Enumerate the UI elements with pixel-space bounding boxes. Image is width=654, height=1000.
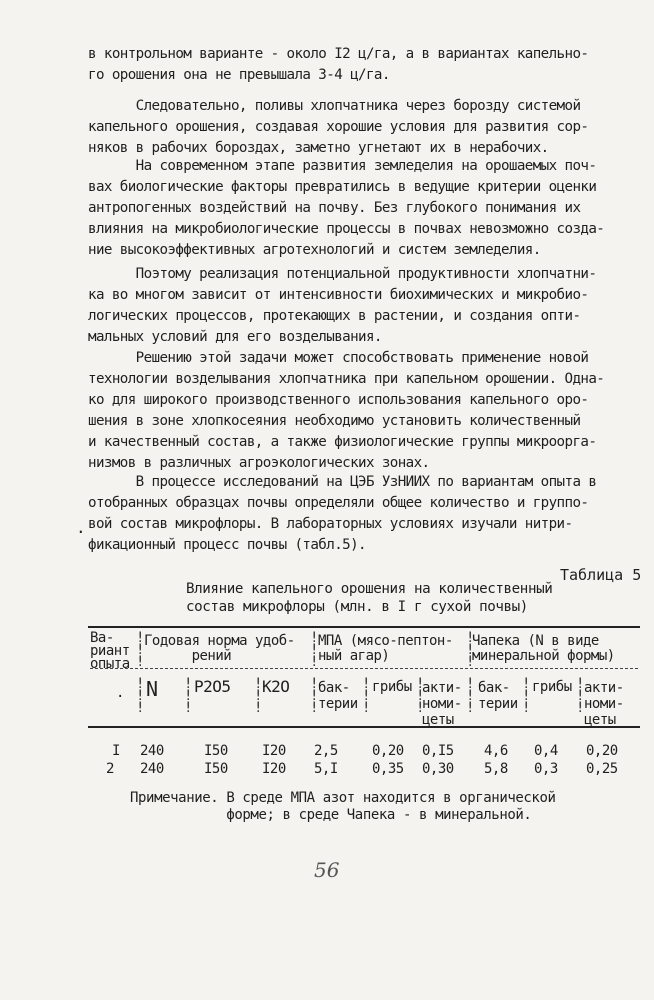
header-k2o: K2O <box>262 677 290 696</box>
separator: ! ! ! <box>416 676 425 716</box>
cell-p2o5: I50 <box>204 743 228 759</box>
cell-n: 240 <box>140 761 164 777</box>
cell-variant: 2 <box>106 761 114 777</box>
header-mpa-fungi: грибы <box>372 679 412 695</box>
cell-chapek-actinomycetes: 0,25 <box>586 761 618 777</box>
header-chapek-fungi: грибы <box>532 679 572 695</box>
header-chapek: Чапека (N в виде минеральной формы) <box>472 633 615 664</box>
header-n: N <box>146 677 158 701</box>
separator: ! ! ! <box>184 676 193 716</box>
table-label: Таблица 5 <box>560 566 642 584</box>
table-top-rule <box>88 626 640 628</box>
header-dashed-rule <box>90 668 638 669</box>
header-dot: · <box>116 689 124 705</box>
paragraph-5: Решению этой задачи может способствовать применение новой технологии возделывания хлопчатника при капельном орошении. Одна- ко для широкого производственного использования капельного оро- шения в зоне хлопкосеяния необходимо установить количественный и качественный состав, а также физиологические группы микроорга- низмов в различных агроэкологических зонах. <box>88 350 605 471</box>
cell-chapek-bacteria: 4,6 <box>484 743 508 759</box>
separator: ! ! ! <box>310 676 319 716</box>
cell-variant: I <box>112 743 120 759</box>
separator: ! ! ! <box>466 676 475 716</box>
cell-mpa-fungi: 0,35 <box>372 761 404 777</box>
cell-chapek-fungi: 0,3 <box>534 761 558 777</box>
header-chapek-bacteria: бак- терии <box>478 680 518 712</box>
cell-mpa-bacteria: 5,I <box>314 761 338 777</box>
cell-k2o: I20 <box>262 743 286 759</box>
separator: ! ! ! <box>576 676 585 716</box>
cell-mpa-actinomycetes: 0,30 <box>422 761 454 777</box>
header-mpa-actinomycetes: акти- номи- цеты <box>422 680 462 728</box>
separator: ! ! ! <box>362 676 371 716</box>
cell-n: 240 <box>140 743 164 759</box>
header-mpa: МПА (мясо-пептон- ный агар) <box>318 633 453 664</box>
separator: ! ! ! <box>254 676 263 716</box>
header-fertilizer: Годовая норма удоб- рений <box>144 633 295 664</box>
paragraph-3: На современном этапе развития земледелия на орошаемых поч- вах биологические факторы превратились в ведущие критерии оценки антропогенных воздействий на почву. Без глубокого понимания их влияния на микробиологические процессы в почвах невозможно созда- ние высокоэффективных агротехнологий и систем земледелия. <box>88 158 605 258</box>
separator: ! ! ! <box>310 630 319 670</box>
paragraph-6: В процессе исследований на ЦЭБ УзНИИХ по вариантам опыта в отобранных образцах почвы определяли общее количество и группо- вой состав микрофлоры. В лабораторных условиях изучали нитри- фикационный процесс почвы (табл.5). <box>88 474 597 553</box>
table-title: Влияние капельного орошения на количественный состав микрофлоры (млн. в I г сухой почвы) <box>186 581 553 615</box>
paragraph-1: в контрольном варианте - около I2 ц/га, а в вариантах капельно- го орошения она не превышала 3-4 ц/га. <box>88 46 589 83</box>
cell-chapek-bacteria: 5,8 <box>484 761 508 777</box>
header-mpa-bacteria: бак- терии <box>318 680 358 712</box>
paragraph-2: Следовательно, поливы хлопчатника через борозду системой капельного орошения, создавая хорошие условия для развития сор- няков в рабочих бороздах, заметно угнетают их в нерабочих. <box>88 98 589 156</box>
cell-k2o: I20 <box>262 761 286 777</box>
separator: ! ! ! <box>466 630 475 670</box>
cell-mpa-actinomycetes: 0,I5 <box>422 743 454 759</box>
cell-mpa-bacteria: 2,5 <box>314 743 338 759</box>
header-p2o5: P2O5 <box>194 677 231 696</box>
separator: ! ! ! <box>522 676 531 716</box>
header-chapek-actinomycetes: акти- номи- цеты <box>584 680 624 728</box>
ink-speck: . <box>76 518 86 537</box>
cell-chapek-actinomycetes: 0,20 <box>586 743 618 759</box>
table-note: Примечание. В среде МПА азот находится в органической форме; в среде Чапека - в минеральной. <box>130 790 556 823</box>
table-header-rule <box>88 726 640 728</box>
cell-mpa-fungi: 0,20 <box>372 743 404 759</box>
cell-chapek-fungi: 0,4 <box>534 743 558 759</box>
paragraph-4: Поэтому реализация потенциальной продуктивности хлопчатни- ка во многом зависит от интенсивности биохимических и микробио- логических процессов, протекающих в растении, и создания опти- мальных условий для его возделывания. <box>88 266 597 345</box>
separator: ! ! ! <box>136 676 145 716</box>
page-number: 56 <box>314 858 340 882</box>
cell-p2o5: I50 <box>204 761 228 777</box>
separator: ! ! ! <box>136 630 145 670</box>
header-variant: Ва- риант опыта <box>90 630 130 672</box>
